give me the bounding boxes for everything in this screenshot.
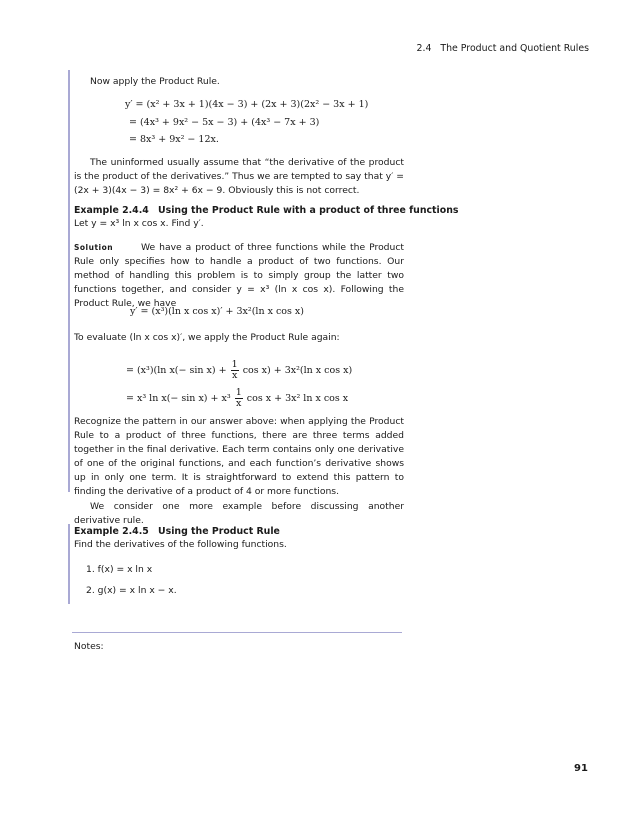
equation-part: cos x) + 3x²(ln x cos x) xyxy=(242,365,353,376)
equation-line: = 8x³ + 9x² − 12x. xyxy=(129,134,219,145)
equation-line: y′ = (x² + 3x + 1)(4x − 3) + (2x + 3)(2x² − 3x + 1) xyxy=(125,99,369,110)
fraction-denominator: x xyxy=(236,398,242,409)
paragraph: Recognize the pattern in our answer above: when applying the Product Rule to a product of three functions, there are three terms added together in the final derivative. Each term contains only one derivative of one of the original functions, and each function’s derivative shows up in only one term. It is straightforward to extend this pattern to finding the derivative of a product of 4 or more functions. xyxy=(74,416,404,497)
fraction-numerator: 1 xyxy=(235,387,242,398)
notes-divider xyxy=(72,632,402,633)
equation-line: = (4x³ + 9x² − 5x − 3) + (4x³ − 7x + 3) xyxy=(129,117,320,128)
paragraph: We consider one more example before discussing another derivative rule. xyxy=(74,501,404,526)
notes-label: Notes: xyxy=(74,641,104,652)
example-number: Example 2.4.4 xyxy=(74,205,149,216)
paragraph: The uninformed usually assume that “the derivative of the product is the product of the derivatives.” Thus we are tempted to say that y′ = (2x + 3)(4x − 3) = 8x² + 6x − 9. Obviously this is not correct. xyxy=(74,157,404,196)
evaluate-text: To evaluate (ln x cos x)′, we apply the Product Rule again: xyxy=(74,332,340,343)
section-number: 2.4 xyxy=(416,43,432,54)
solution-text: We have a product of three functions while the Product Rule only specifies how to handle a product of two functions. Our method of handling this problem is to simply group the latter two functions together, and consider y = x³ (ln x cos x). Following the Product Rule, we have xyxy=(74,242,404,309)
solution-paragraph xyxy=(74,241,404,311)
example-title: Using the Product Rule with a product of three functions xyxy=(158,205,459,216)
margin-bar xyxy=(68,524,70,604)
example-number: Example 2.4.5 xyxy=(74,526,149,537)
list-item: 2. g(x) = x ln x − x. xyxy=(86,585,177,596)
equation-line xyxy=(126,360,352,381)
margin-bar xyxy=(68,70,70,228)
section-title: The Product and Quotient Rules xyxy=(440,43,589,54)
fraction-numerator: 1 xyxy=(231,359,238,370)
equation-part: = (x³)(ln x(− sin x) + xyxy=(126,365,227,376)
example-heading xyxy=(74,204,459,218)
fraction-denominator: x xyxy=(231,370,238,381)
example-heading xyxy=(74,525,404,539)
example-prompt: Let y = x³ ln x cos x. Find y′. xyxy=(74,218,204,229)
equation-line: y′ = (x³)(ln x cos x)′ + 3x²(ln x cos x) xyxy=(130,306,304,317)
margin-bar xyxy=(68,207,70,492)
equation-part: cos x + 3x² ln x cos x xyxy=(246,393,349,404)
example-title: Using the Product Rule xyxy=(158,526,280,537)
equation-part: = x³ ln x(− sin x) + x³ xyxy=(126,393,231,404)
fraction xyxy=(235,388,243,409)
fraction xyxy=(231,360,239,381)
intro-text: Now apply the Product Rule. xyxy=(90,76,220,87)
page-number: 91 xyxy=(574,763,588,774)
list-item: 1. f(x) = x ln x xyxy=(86,564,153,575)
solution-label: Solution xyxy=(74,243,114,252)
example-prompt: Find the derivatives of the following functions. xyxy=(74,539,287,550)
equation-line xyxy=(126,388,348,409)
running-header xyxy=(417,42,589,56)
